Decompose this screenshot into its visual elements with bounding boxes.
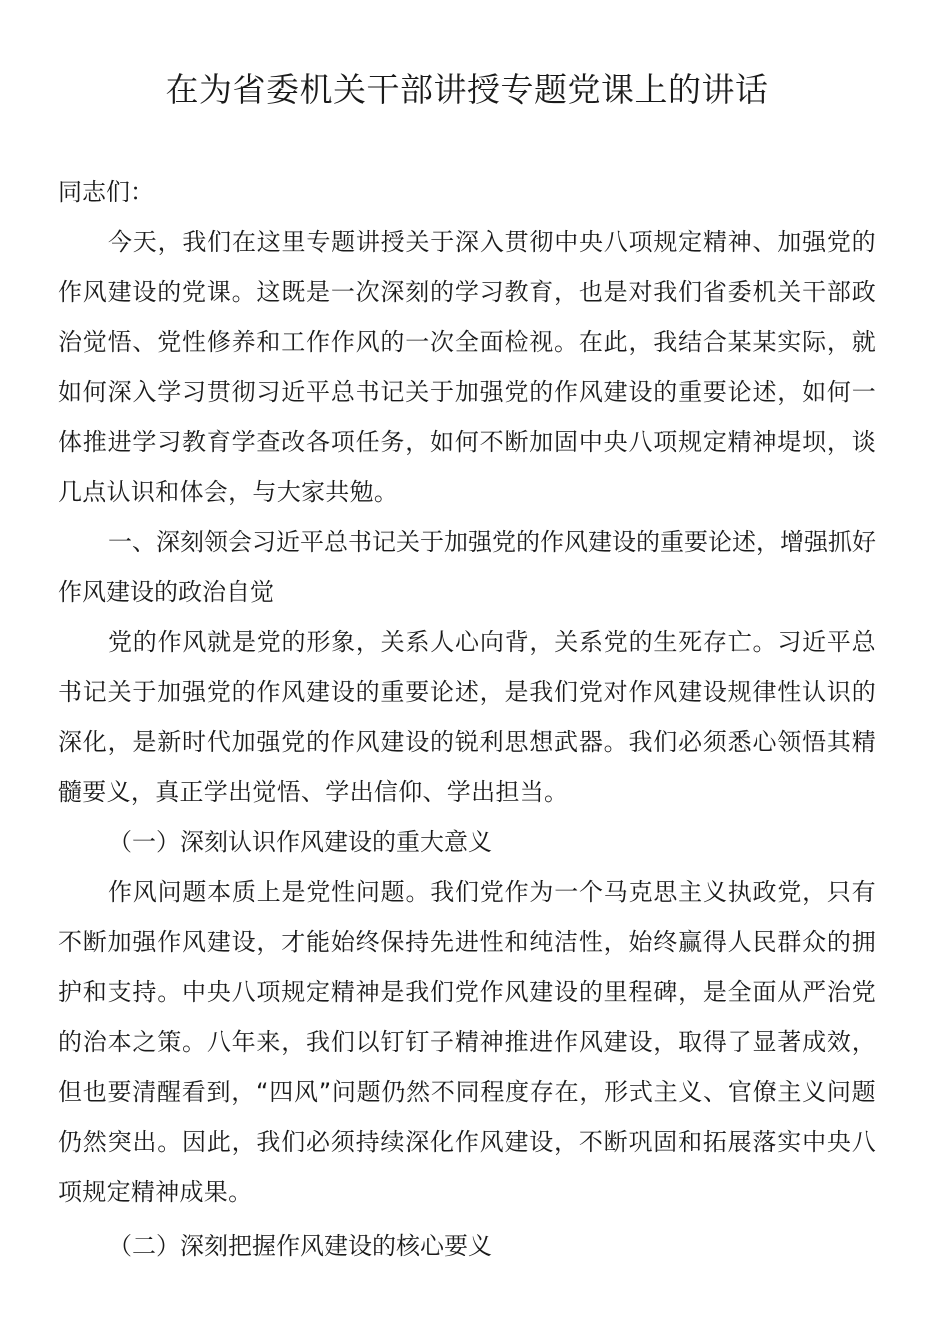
document-page [58,0,876,1271]
salutation: 同志们： [58,178,154,206]
paragraph-subsection-1: 作风问题本质上是党性问题。我们党作为一个马克思主义执政党，只有不断加强作风建设，才能始终保持先进性和纯洁性，始终赢得人民群众的拥护和支持。中央八项规定精神是我们党作风建设的里程碑，是全面从严治党的治本之策。八年来，我们以钉钉子精神推进作风建设，取得了显著成效，但也要清醒看到，“四风”问题仍然不同程度存在，形式主义、官僚主义问题仍然突出。因此，我们必须持续深化作风建设，不断巩固和拓展落实中央八项规定精神成果。 [58,878,876,1206]
document-title: 在为省委机关干部讲授专题党课上的讲话 [165,70,769,109]
subsection-heading-1: （一）深刻认识作风建设的重大意义 [108,828,492,856]
paragraph-section-1: 党的作风就是党的形象，关系人心向背，关系党的生死存亡。习近平总书记关于加强党的作风建设的重要论述，是我们党对作风建设规律性认识的深化，是新时代加强党的作风建设的锐利思想武器。我们必须悉心领悟其精髓要义，真正学出觉悟、学出信仰、学出担当。 [58,628,876,806]
section-heading-1: 一、深刻领会习近平总书记关于加强党的作风建设的重要论述，增强抓好作风建设的政治自觉 [58,528,876,606]
subsection-heading-2: （二）深刻把握作风建设的核心要义 [108,1232,492,1260]
paragraph-intro: 今天，我们在这里专题讲授关于深入贯彻中央八项规定精神、加强党的作风建设的党课。这既是一次深刻的学习教育，也是对我们省委机关干部政治觉悟、党性修养和工作作风的一次全面检视。在此，我结合某某实际，就如何深入学习贯彻习近平总书记关于加强党的作风建设的重要论述，如何一体推进学习教育学查改各项任务，如何不断加固中央八项规定精神堤坝，谈几点认识和体会，与大家共勉。 [58,228,876,506]
